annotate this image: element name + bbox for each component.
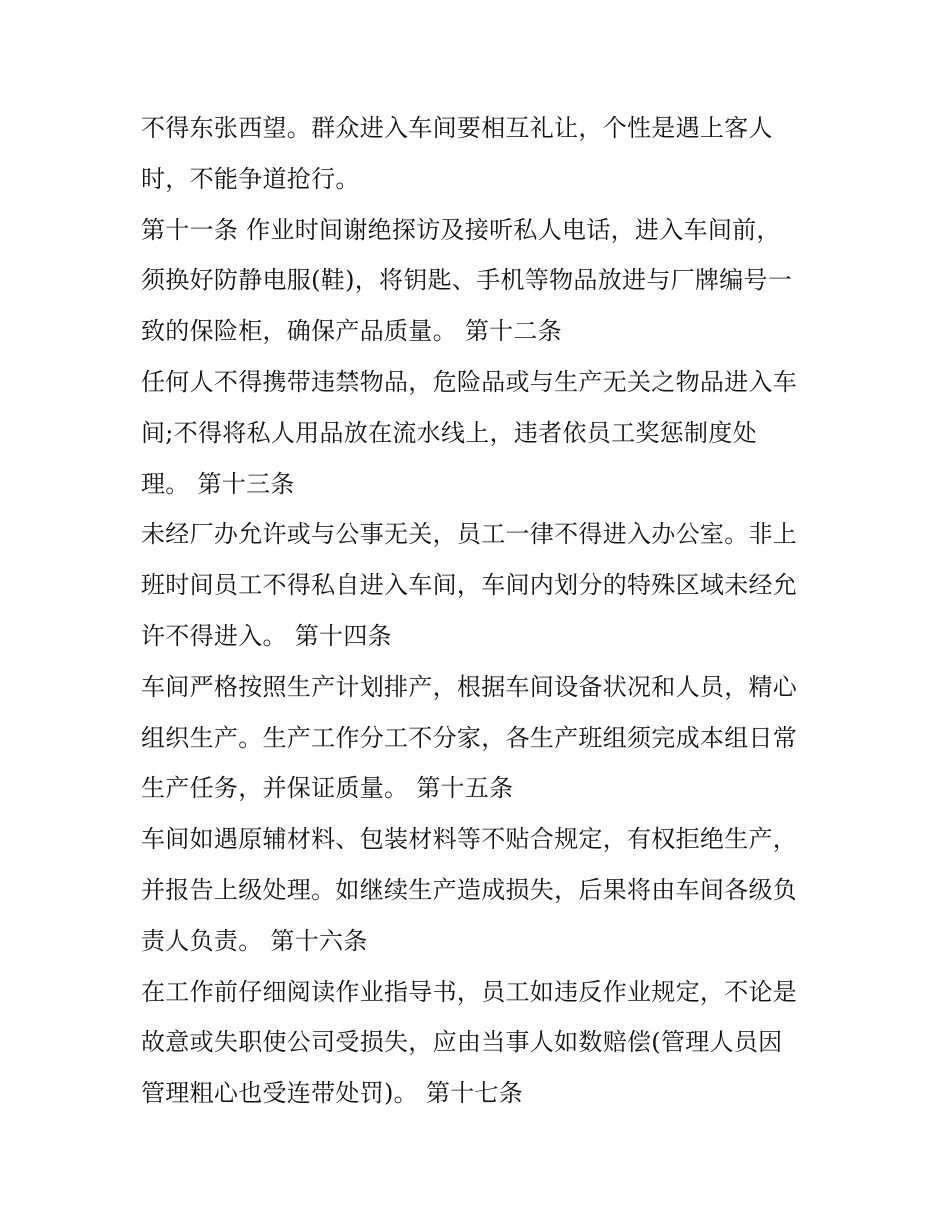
text-line: 并报告上级处理。如继续生产造成损失，后果将由车间各级负 bbox=[141, 875, 798, 904]
body-text bbox=[141, 103, 821, 1119]
text-line: 第十一条 作业时间谢绝探访及接听私人电话，进入车间前， bbox=[141, 215, 781, 244]
text-line: 时，不能争道抢行。 bbox=[141, 164, 360, 193]
text-line: 班时间员工不得私自进入车间，车间内划分的特殊区域未经允 bbox=[141, 571, 798, 600]
text-line: 理。 第十三条 bbox=[141, 469, 295, 498]
text-line: 间;不得将私人用品放在流水线上，违者依员工奖惩制度处 bbox=[141, 418, 757, 447]
text-line: 生产任务，并保证质量。 第十五条 bbox=[141, 774, 514, 803]
text-line: 车间如遇原辅材料、包装材料等不贴合规定，有权拒绝生产， bbox=[141, 825, 798, 854]
text-line: 故意或失职使公司受损失，应由当事人如数赔偿(管理人员因 bbox=[141, 1028, 783, 1057]
text-line: 车间严格按照生产计划排产，根据车间设备状况和人员，精心 bbox=[141, 672, 798, 701]
text-line: 任何人不得携带违禁物品，危险品或与生产无关之物品进入车 bbox=[141, 367, 798, 396]
text-line: 组织生产。生产工作分工不分家，各生产班组须完成本组日常 bbox=[141, 723, 798, 752]
text-line: 许不得进入。 第十四条 bbox=[141, 621, 392, 650]
text-line: 在工作前仔细阅读作业指导书，员工如违反作业规定，不论是 bbox=[141, 977, 798, 1006]
text-line: 不得东张西望。群众进入车间要相互礼让，个性是遇上客人 bbox=[141, 114, 773, 142]
text-line: 致的保险柜，确保产品质量。 第十二条 bbox=[141, 317, 563, 346]
text-line: 未经厂办允许或与公事无关，员工一律不得进入办公室。非上 bbox=[141, 520, 798, 549]
text-line: 责人负责。 第十六条 bbox=[141, 926, 368, 955]
text-line: 须换好防静电服(鞋)，将钥匙、手机等物品放进与厂牌编号一 bbox=[141, 266, 793, 295]
text-line: 管理粗心也受连带处罚)。 第十七条 bbox=[141, 1079, 524, 1108]
